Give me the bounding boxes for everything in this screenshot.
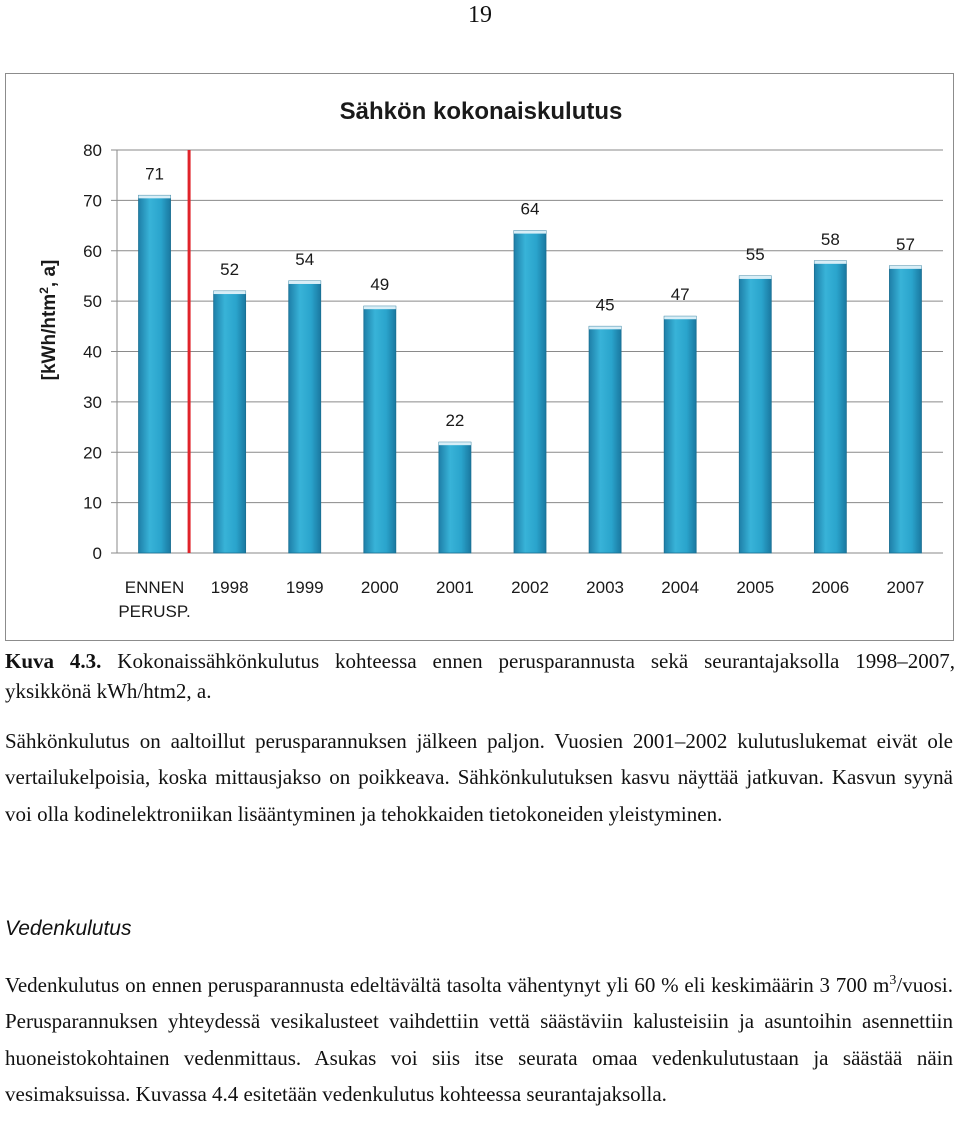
data-label: 55 — [745, 244, 765, 264]
bar-highlight — [364, 306, 396, 309]
x-tick-label: 2007 — [886, 578, 925, 597]
x-tick-label: 2004 — [661, 578, 700, 597]
data-label: 22 — [445, 411, 465, 431]
bar — [139, 195, 171, 553]
y-tick-label: 70 — [83, 191, 102, 211]
electricity-chart — [5, 73, 954, 641]
bar-highlight — [289, 281, 321, 284]
x-tick-label: 2005 — [736, 578, 775, 597]
data-label: 57 — [895, 234, 915, 254]
y-tick-label: 20 — [83, 443, 102, 463]
y-tick-label: 0 — [92, 544, 102, 563]
bar — [364, 306, 396, 553]
bar-highlight — [139, 195, 171, 198]
data-label: 49 — [370, 275, 390, 295]
chart-title: Sähkön kokonaiskulutus — [339, 98, 623, 125]
superscript-3: 3 — [889, 973, 897, 988]
caption-text: Kokonaissähkönkulutus kohteessa ennen perusparannusta sekä seurantajaksolla 1998–2007, yksikkönä kWh/htm2, a. — [5, 649, 956, 703]
data-label: 52 — [220, 260, 240, 280]
paragraph-water — [5, 963, 953, 1112]
y-tick-label: 40 — [83, 342, 102, 362]
y-tick-label: 10 — [83, 493, 102, 513]
bar — [514, 231, 546, 553]
figure-caption — [5, 646, 955, 706]
x-tick-label: 2006 — [811, 578, 850, 597]
x-tick-label: ENNEN — [124, 578, 185, 597]
bar — [739, 276, 771, 553]
bar-highlight — [214, 291, 246, 294]
y-tick-label: 50 — [83, 292, 102, 312]
bar — [889, 266, 921, 553]
bar — [439, 442, 471, 553]
bar — [289, 281, 321, 553]
x-tick-label: PERUSP. — [118, 602, 191, 621]
data-label: 64 — [520, 199, 540, 219]
bar — [214, 291, 246, 553]
bar-highlight — [739, 276, 771, 279]
x-tick-label: 1998 — [210, 578, 249, 597]
x-tick-label: 2002 — [511, 578, 549, 597]
bar-highlight — [889, 266, 921, 269]
bar-highlight — [439, 442, 471, 445]
y-tick-label: 30 — [83, 392, 102, 412]
data-label: 58 — [820, 229, 840, 249]
paragraph-water-part2: /vuosi. Perusparannuksen yhteydessä vesikalusteet vaihdettiin vettä säästäviin kalusteisiin ja asuntoihin asennettiin huoneistokohtainen vedenmittaus. Asukas voi siis itse seurata omaa vedenkulutustaan ja säästää näin vesimaksuissa. Kuvassa 4.4 esitetään vedenkulutus kohteessa seurantajaksolla. — [5, 973, 953, 1106]
bar — [589, 326, 621, 553]
bar-highlight — [589, 326, 621, 329]
section-heading: Vedenkulutus — [5, 917, 132, 940]
x-tick-label: 2000 — [360, 578, 399, 597]
bar-highlight — [514, 231, 546, 234]
data-label: 47 — [670, 285, 690, 305]
x-tick-label: 1999 — [285, 578, 324, 597]
y-axis-label: [kWh/htm$^2$, a] — [37, 259, 60, 381]
caption-label: Kuva 4.3. — [5, 649, 102, 673]
paragraph-water-part1: Vedenkulutus on ennen perusparannusta edeltävältä tasolta vähentynyt yli 60 % eli keskimäärin 3 700 m — [5, 973, 890, 997]
x-tick-label: 2001 — [435, 578, 474, 597]
paragraph-electricity: Sähkönkulutus on aaltoillut perusparannuksen jälkeen paljon. Vuosien 2001–2002 kulutuslukemat eivät ole vertailukelpoisia, koska mittausjakso on poikkeava. Sähkönkulutuksen kasvu näyttää jatkuvan. Kasvun syynä voi olla kodinelektroniikan lisääntyminen ja tehokkaiden tietokoneiden yleistyminen. — [5, 729, 953, 826]
page-number: 19 — [468, 2, 492, 28]
bar — [814, 261, 846, 553]
bar-highlight — [664, 316, 696, 319]
y-tick-label: 60 — [83, 241, 102, 261]
data-label: 45 — [595, 295, 615, 315]
bar — [664, 316, 696, 553]
bar-highlight — [814, 261, 846, 264]
data-label: 71 — [145, 164, 165, 184]
chart-svg — [5, 73, 954, 641]
x-tick-label: 2003 — [586, 578, 625, 597]
data-label: 54 — [295, 249, 315, 269]
y-tick-label: 80 — [83, 141, 102, 160]
